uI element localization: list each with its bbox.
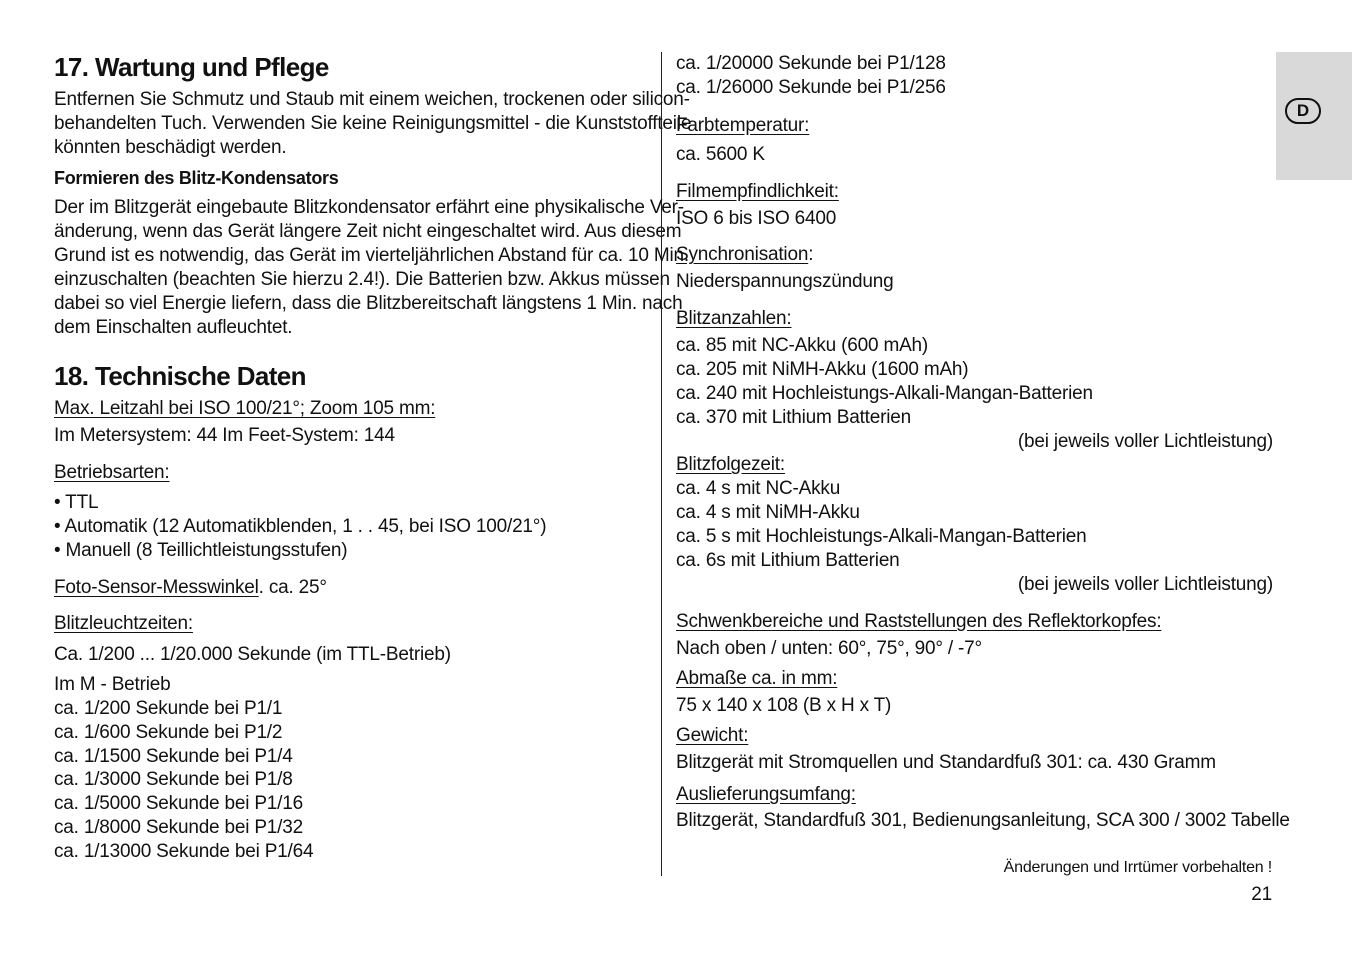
- spec-label: Abmaße ca. in mm:: [676, 668, 838, 689]
- spec-value: Im Metersystem: 44 Im Feet-System: 144: [54, 425, 395, 446]
- spec-row-sensor: [54, 576, 327, 600]
- spec-value: ca. 5 s mit Hochleistungs-Alkali-Mangan-Batterien: [676, 526, 1087, 547]
- spec-value: ca. 4 s mit NC-Akku: [676, 478, 841, 499]
- spec-label-colon: :: [808, 244, 814, 265]
- text-line: behandelten Tuch. Verwenden Sie keine Reinigungsmittel - die Kunststoffteile: [54, 113, 692, 134]
- disclaimer: Änderungen und Irrtümer vorbehalten !: [1003, 859, 1272, 876]
- text-line: Entfernen Sie Schmutz und Staub mit einem weichen, trockenen oder silicon-: [54, 89, 690, 110]
- spec-value: ca. 205 mit NiMH-Akku (1600 mAh): [676, 359, 969, 380]
- text-line: dabei so viel Energie liefern, dass die Blitzbereitschaft längstens 1 Min. nach: [54, 293, 683, 314]
- spec-value: ca. 240 mit Hochleistungs-Alkali-Mangan-Batterien: [676, 383, 1093, 404]
- spec-value: ca. 370 mit Lithium Batterien: [676, 407, 911, 428]
- subheading-kondensator: Formieren des Blitz-Kondensators: [54, 168, 339, 188]
- spec-value: ca. 85 mit NC-Akku (600 mAh): [676, 335, 929, 356]
- spec-value: . ca. 25°: [258, 577, 327, 598]
- spec-value: ca. 1/8000 Sekunde bei P1/32: [54, 817, 303, 838]
- spec-value: ca. 4 s mit NiMH-Akku: [676, 502, 860, 523]
- spec-label: Synchronisation: [676, 244, 809, 265]
- list-item: • Manuell (8 Teillichtleistungsstufen): [54, 540, 348, 561]
- spec-label: Filmempfindlichkeit:: [676, 181, 839, 202]
- spec-value: ca. 1/20000 Sekunde bei P1/128: [676, 53, 946, 74]
- spec-label: Betriebsarten:: [54, 462, 170, 483]
- spec-value: ISO 6 bis ISO 6400: [676, 208, 837, 229]
- spec-label: Farbtemperatur:: [676, 115, 810, 136]
- heading-technische-daten: 18. Technische Daten: [54, 361, 306, 391]
- spec-value: ca. 1/3000 Sekunde bei P1/8: [54, 769, 293, 790]
- list-item: • Automatik (12 Automatikblenden, 1 . . 45, bei ISO 100/21°): [54, 516, 547, 537]
- spec-value: ca. 1/13000 Sekunde bei P1/64: [54, 841, 314, 862]
- spec-value: ca. 1/200 Sekunde bei P1/1: [54, 698, 283, 719]
- spec-label: Blitzanzahlen:: [676, 308, 792, 329]
- spec-label: Blitzfolgezeit:: [676, 454, 785, 475]
- text-line: könnten beschädigt werden.: [54, 137, 287, 158]
- text-line: Grund ist es notwendig, das Gerät im vierteljährlichen Abstand für ca. 10 Min.: [54, 245, 689, 266]
- spec-value: 75 x 140 x 108 (B x H x T): [676, 695, 892, 716]
- spec-label: Auslieferungsumfang:: [676, 784, 856, 805]
- language-badge: D: [1285, 98, 1321, 124]
- list-item: • TTL: [54, 492, 99, 513]
- spec-label: Gewicht:: [676, 725, 749, 746]
- text-line: dem Einschalten aufleuchtet.: [54, 317, 293, 338]
- spec-value: Blitzgerät mit Stromquellen und Standardfuß 301: ca. 430 Gramm: [676, 752, 1216, 773]
- spec-value: Ca. 1/200 ... 1/20.000 Sekunde (im TTL-Betrieb): [54, 644, 451, 665]
- spec-value: ca. 1/5000 Sekunde bei P1/16: [54, 793, 303, 814]
- spec-value: Niederspannungszündung: [676, 271, 894, 292]
- spec-label: Schwenkbereiche und Raststellungen des Reflektorkopfes:: [676, 611, 1162, 632]
- note-text: (bei jeweils voller Lichtleistung): [1017, 574, 1273, 595]
- spec-label: Max. Leitzahl bei ISO 100/21°; Zoom 105 mm:: [54, 398, 436, 419]
- text-line: Der im Blitzgerät eingebaute Blitzkondensator erfährt eine physikalische Ver-: [54, 197, 684, 218]
- spec-label: Blitzleuchtzeiten:: [54, 613, 193, 634]
- spec-value: Nach oben / unten: 60°, 75°, 90° / -7°: [676, 638, 982, 659]
- spec-value: ca. 1/26000 Sekunde bei P1/256: [676, 77, 946, 98]
- spec-value: ca. 5600 K: [676, 144, 765, 165]
- page-number: 21: [1251, 884, 1272, 905]
- spec-label: Foto-Sensor-Messwinkel: [54, 577, 259, 598]
- spec-value: Blitzgerät, Standardfuß 301, Bedienungsanleitung, SCA 300 / 3002 Tabelle: [676, 810, 1290, 831]
- spec-value: ca. 6s mit Lithium Batterien: [676, 550, 900, 571]
- text-line: einzuschalten (beachten Sie hierzu 2.4!). Die Batterien bzw. Akkus müssen: [54, 269, 670, 290]
- spec-value: ca. 1/1500 Sekunde bei P1/4: [54, 746, 293, 767]
- heading-wartung: 17. Wartung und Pflege: [54, 52, 329, 82]
- spec-value: ca. 1/600 Sekunde bei P1/2: [54, 722, 283, 743]
- text-line: änderung, wenn das Gerät längere Zeit nicht eingeschaltet wird. Aus diesem: [54, 221, 682, 242]
- column-divider: [661, 52, 662, 876]
- spec-value: Im M - Betrieb: [54, 674, 171, 695]
- note-text: (bei jeweils voller Lichtleistung): [1017, 431, 1273, 452]
- spec-row-sync: [676, 243, 813, 267]
